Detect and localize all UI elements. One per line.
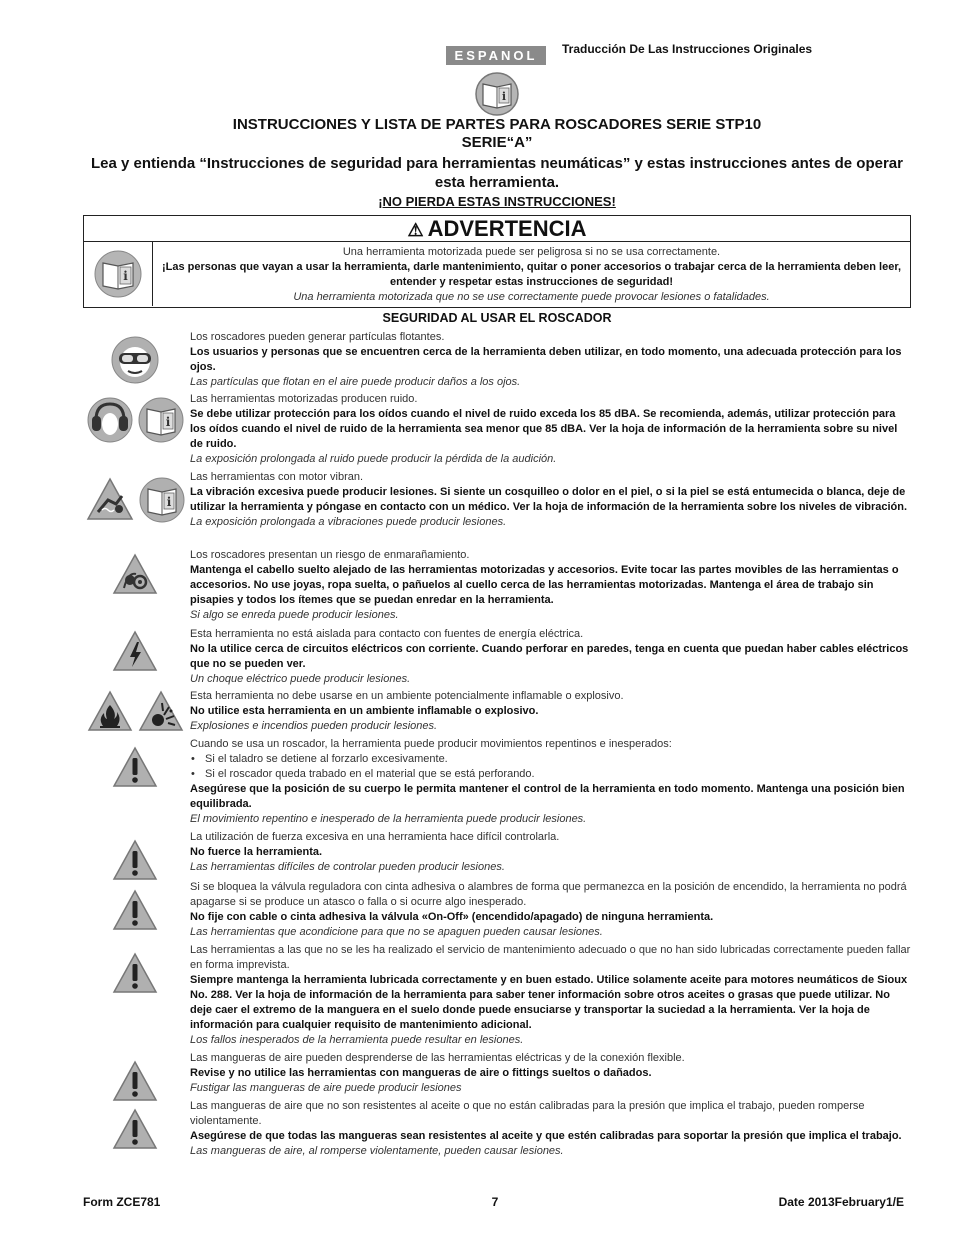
item-action: Mantenga el cabello suelto alejado de las herramientas motorizadas y accesorios. Evite tocar las partes movibles de las herramientas o accesorios. No use joyas, ropa suelta, o pañuelos al cuello cerca de las herramientas motorizadas. Mantenga el área de trabajo sin pisapies y todos los ítemes que se puedan enredar en la herramienta. [190,564,899,606]
warning-triangle-icon: ⚠ [407,220,424,240]
page-number: 7 [491,1195,499,1209]
vibration-hazard-icon [86,476,134,522]
read-manual-icon [474,72,520,121]
item-action: No utilice esta herramienta en un ambiente inflamable o explosivo. [190,705,539,717]
item-hazard: La utilización de fuerza excesiva en una herramienta hace difícil controlarla. [190,831,560,843]
warning-header [84,216,910,242]
item-hazard: Esta herramienta no está aislada para contacto con fuentes de energía eléctrica. [190,628,584,640]
warning-line-2: ¡Las personas que vayan a usar la herramienta, darle mantenimiento, quitar o poner accesorios o trabajar cerca de la herramienta deben leer, entender y respetar estas instrucciones de seguridad! [161,261,902,288]
item-action: No fije con cable o cinta adhesiva la válvula «On-Off» (encendido/apagado) de ninguna herramienta. [190,911,714,923]
warning-exclamation-icon [112,745,158,789]
item-action: Se debe utilizar protección para los oídos cuando el nivel de ruido exceda los 85 dBA. Se recomienda, además, utilizar protección para los oídos cuando el nivel de ruido de la herramienta sea menor que 85 dBA. Ver la hoja de información de la herramienta sobre su nivel de ruido. [190,408,898,450]
warning-exclamation-icon [112,1107,158,1151]
item-action: No la utilice cerca de circuitos eléctricos con corriente. Cuando perforar en paredes, tenga en cuenta que puedan haber cables eléctricos que no se pueden ver. [190,643,909,670]
item-hazard: Los roscadores presentan un riesgo de enmarañamiento. [190,549,470,561]
svg-text:i: i [501,90,507,103]
item-hazard: Si se bloquea la válvula reguladora con cinta adhesiva o alambres de forma que permanezca en la posición de encendido, la herramienta no podrá apagarse si se produce un atasco o falla o si ocurre algo inesperado. [190,881,907,908]
svg-text:i: i [166,495,171,509]
eye-protection-icon [111,336,159,384]
electric-shock-icon [112,629,158,673]
item-action: Asegúrese que la posición de su cuerpo le permita mantener el control de la herramienta en todo momento. Mantenga una posición bien equilibrada. [190,783,905,810]
item-consequence: La exposición prolongada al ruido puede producir la pérdida de la audición. [190,453,557,465]
item-action: Asegúrese de que todas las mangueras sean resistentes al aceite y que estén calibradas para soportar la presión que implica el trabajo. [190,1130,902,1142]
warning-line-1: Una herramienta motorizada puede ser peligrosa si no se usa correctamente. [342,246,721,258]
read-instructions-notice: Lea y entienda “Instrucciones de seguridad para herramientas neumáticas” y estas instrucciones antes de operar esta herramienta. [91,155,903,191]
language-badge: ESPANOL [446,46,546,65]
item-consequence: Las mangueras de aire, al romperse violentamente, pueden causar lesiones. [190,1145,564,1157]
item-action: No fuerce la herramienta. [190,846,323,858]
bullet-item: • Si el roscador queda trabado en el material que se está perforando. [190,767,912,782]
document-title: INSTRUCCIONES Y LISTA DE PARTES PARA ROSCADORES SERIE STP10 [232,116,762,133]
keep-instructions-notice: ¡NO PIERDA ESTAS INSTRUCCIONES! [378,194,616,209]
read-manual-icon [138,396,184,444]
section-title: SEGURIDAD AL USAR EL ROSCADOR [382,311,612,325]
item-consequence: Explosiones e incendios pueden producir lesiones. [190,720,438,732]
item-consequence: Un choque eléctrico puede producir lesiones. [190,673,411,685]
item-hazard: Las mangueras de aire pueden desprenderse de las herramientas eléctricas y de la conexión flexible. [190,1052,685,1064]
item-hazard: Las herramientas con motor vibran. [190,471,364,483]
item-action: Siempre mantenga la herramienta lubricada correctamente y en buen estado. Utilice solamente aceite para motores neumáticos de Sioux No. 288. Ver la hoja de información de la herramienta para saber tener información sobre otros aceites o grasas que puede utilizar. No deje caer el extremo de la manguera en el suelo donde puede ensuciarse y transportar la suciedad a la herramienta. Ver la hoja de información para cualquier requisito de mantenimiento adicional. [190,974,908,1031]
form-number: Form ZCE781 [83,1195,161,1209]
item-action: La vibración excesiva puede producir lesiones. Si siente un cosquilleo o dolor en el piel, o si la piel se está entumecida o blanca, deje de utilizar la herramienta y póngase en contacto con un médico. Ver la hoja de información de la herramienta sobre los niveles de vibración. [190,486,908,513]
item-consequence: La exposición prolongada a vibraciones puede producir lesiones. [190,516,507,528]
svg-text:i: i [123,269,128,283]
item-consequence: Si algo se enreda puede producir lesiones. [190,609,399,621]
title-block [84,116,910,209]
item-hazard: Los roscadores pueden generar partículas flotantes. [190,331,445,343]
series-title: SERIE“A” [461,134,533,151]
svg-text:i: i [165,415,170,429]
item-consequence: El movimiento repentino e inesperado de la herramienta puede producir lesiones. [190,813,587,825]
translation-note: Traducción De Las Instrucciones Originales [562,42,813,56]
item-hazard: Cuando se usa un roscador, la herramienta puede producir movimientos repentinos e inesperados: [190,738,672,750]
item-consequence: Las herramientas que acondicione para que no se apaguen pueden causar lesiones. [190,926,603,938]
warning-exclamation-icon [112,1059,158,1103]
item-hazard: Las herramientas a las que no se les ha realizado el servicio de mantenimiento adecuado o que no han sido lubricadas correctamente pueden fallar en forma imprevista. [190,944,911,971]
item-consequence: Las herramientas difíciles de controlar pueden producir lesiones. [190,861,505,873]
document-date: Date 2013February1/E [778,1195,904,1209]
entanglement-hazard-icon [112,552,158,596]
item-consequence: Fustigar las mangueras de aire puede producir lesiones [190,1082,462,1094]
item-consequence: Las partículas que flotan en el aire puede producir daños a los ojos. [190,376,521,388]
warning-heading: ADVERTENCIA [427,216,587,241]
warning-exclamation-icon [112,838,158,882]
warning-exclamation-icon [112,951,158,995]
item-consequence: Los fallos inesperados de la herramienta puede resultar en lesiones. [190,1034,524,1046]
warning-line-3: Una herramienta motorizada que no se use correctamente puede provocar lesiones o fatalidades. [293,291,770,303]
warning-exclamation-icon [112,888,158,932]
item-action: Los usuarios y personas que se encuentren cerca de la herramienta deben utilizar, en todo momento, una adecuada protección para los ojos. [190,346,902,373]
bullet-item: • Si el taladro se detiene al forzarlo excesivamente. [190,752,912,767]
item-hazard: Las mangueras de aire que no son resistentes al aceite o que no están calibradas para la presión que implica el trabajo, pueden romperse violentamente. [190,1100,865,1127]
ear-protection-icon [87,396,133,444]
item-action: Revise y no utilice las herramientas con mangueras de aire o fittings sueltos o dañados. [190,1067,652,1079]
explosion-hazard-icon [138,689,184,733]
warning-box [83,215,911,308]
fire-hazard-icon [87,689,133,733]
item-bullets [190,752,912,782]
read-manual-icon [139,476,185,524]
item-hazard: Esta herramienta no debe usarse en un ambiente potencialmente inflamable o explosivo. [190,690,624,702]
item-hazard: Las herramientas motorizadas producen ruido. [190,393,418,405]
read-manual-icon [84,242,153,306]
